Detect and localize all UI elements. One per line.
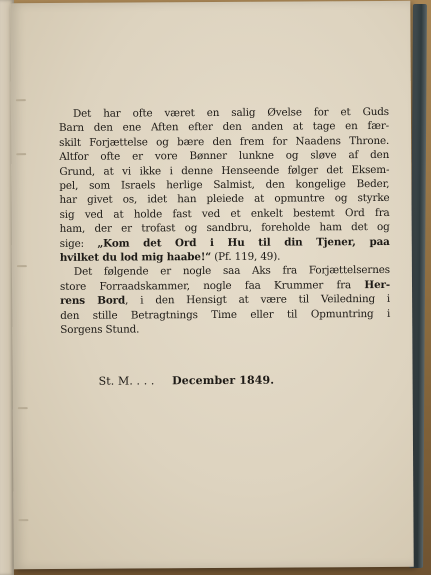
text-line: Altfor ofte er vore Bønner lunkne og sløve af den <box>59 149 390 164</box>
text-run: store Forraadskammer, nogle faa Krummer fra <box>59 278 365 293</box>
signature-date: December 1849. <box>172 373 275 388</box>
bold-quote: „Kom det Ord i Hu til din Tjener, paa <box>97 235 390 250</box>
text-line: sig ved at holde fast ved et enkelt bestemt Ord fra <box>59 206 390 221</box>
scripture-reference: (Pf. 119, 49). <box>211 250 281 264</box>
signature-line <box>99 374 275 388</box>
binding-stitch <box>17 265 27 267</box>
bold-quote: hvilket du lod mig haabe!“ <box>59 251 212 264</box>
text-line <box>60 235 390 251</box>
text-line: Det har ofte været en salig Øvelse for et Guds <box>72 105 389 120</box>
text-line: Barn den ene Aften efter den anden at tage en fær- <box>59 120 390 135</box>
text-line: Det følgende er nogle saa Aks fra Forjættelsernes <box>73 264 390 279</box>
text-line: skilt Forjættelse og bære den frem for Naadens Throne. <box>59 134 390 149</box>
binding-stitch <box>18 407 28 409</box>
text-run: , i den Hensigt at være til Veiledning i <box>125 293 391 307</box>
text-line: den stille Betragtnings Time eller til Opmuntring i <box>60 307 391 322</box>
book-page <box>10 1 413 569</box>
bold-phrase: Her- <box>364 278 391 291</box>
text-line: ham, der er trofast og sandbru, foreholde ham det og <box>59 221 390 236</box>
text-line: Sorgens Stund. <box>60 323 140 337</box>
text-line: pel, som Israels herlige Salmist, den kongelige Beder, <box>59 177 390 192</box>
signature-place: St. M. . . . <box>98 374 155 388</box>
binding-stitch <box>18 519 28 521</box>
preface-text <box>59 105 390 338</box>
text-line: Grund, at vi ikke i denne Henseende følger det Eksem- <box>59 163 390 178</box>
text-run: sige: <box>59 237 98 250</box>
binding-stitch <box>16 99 26 101</box>
text-line: har givet os, idet han pleiede at opmuntre og styrke <box>59 192 390 207</box>
bold-phrase: rens Bord <box>60 294 126 308</box>
text-line <box>60 292 390 308</box>
binding-stitch <box>16 153 26 155</box>
